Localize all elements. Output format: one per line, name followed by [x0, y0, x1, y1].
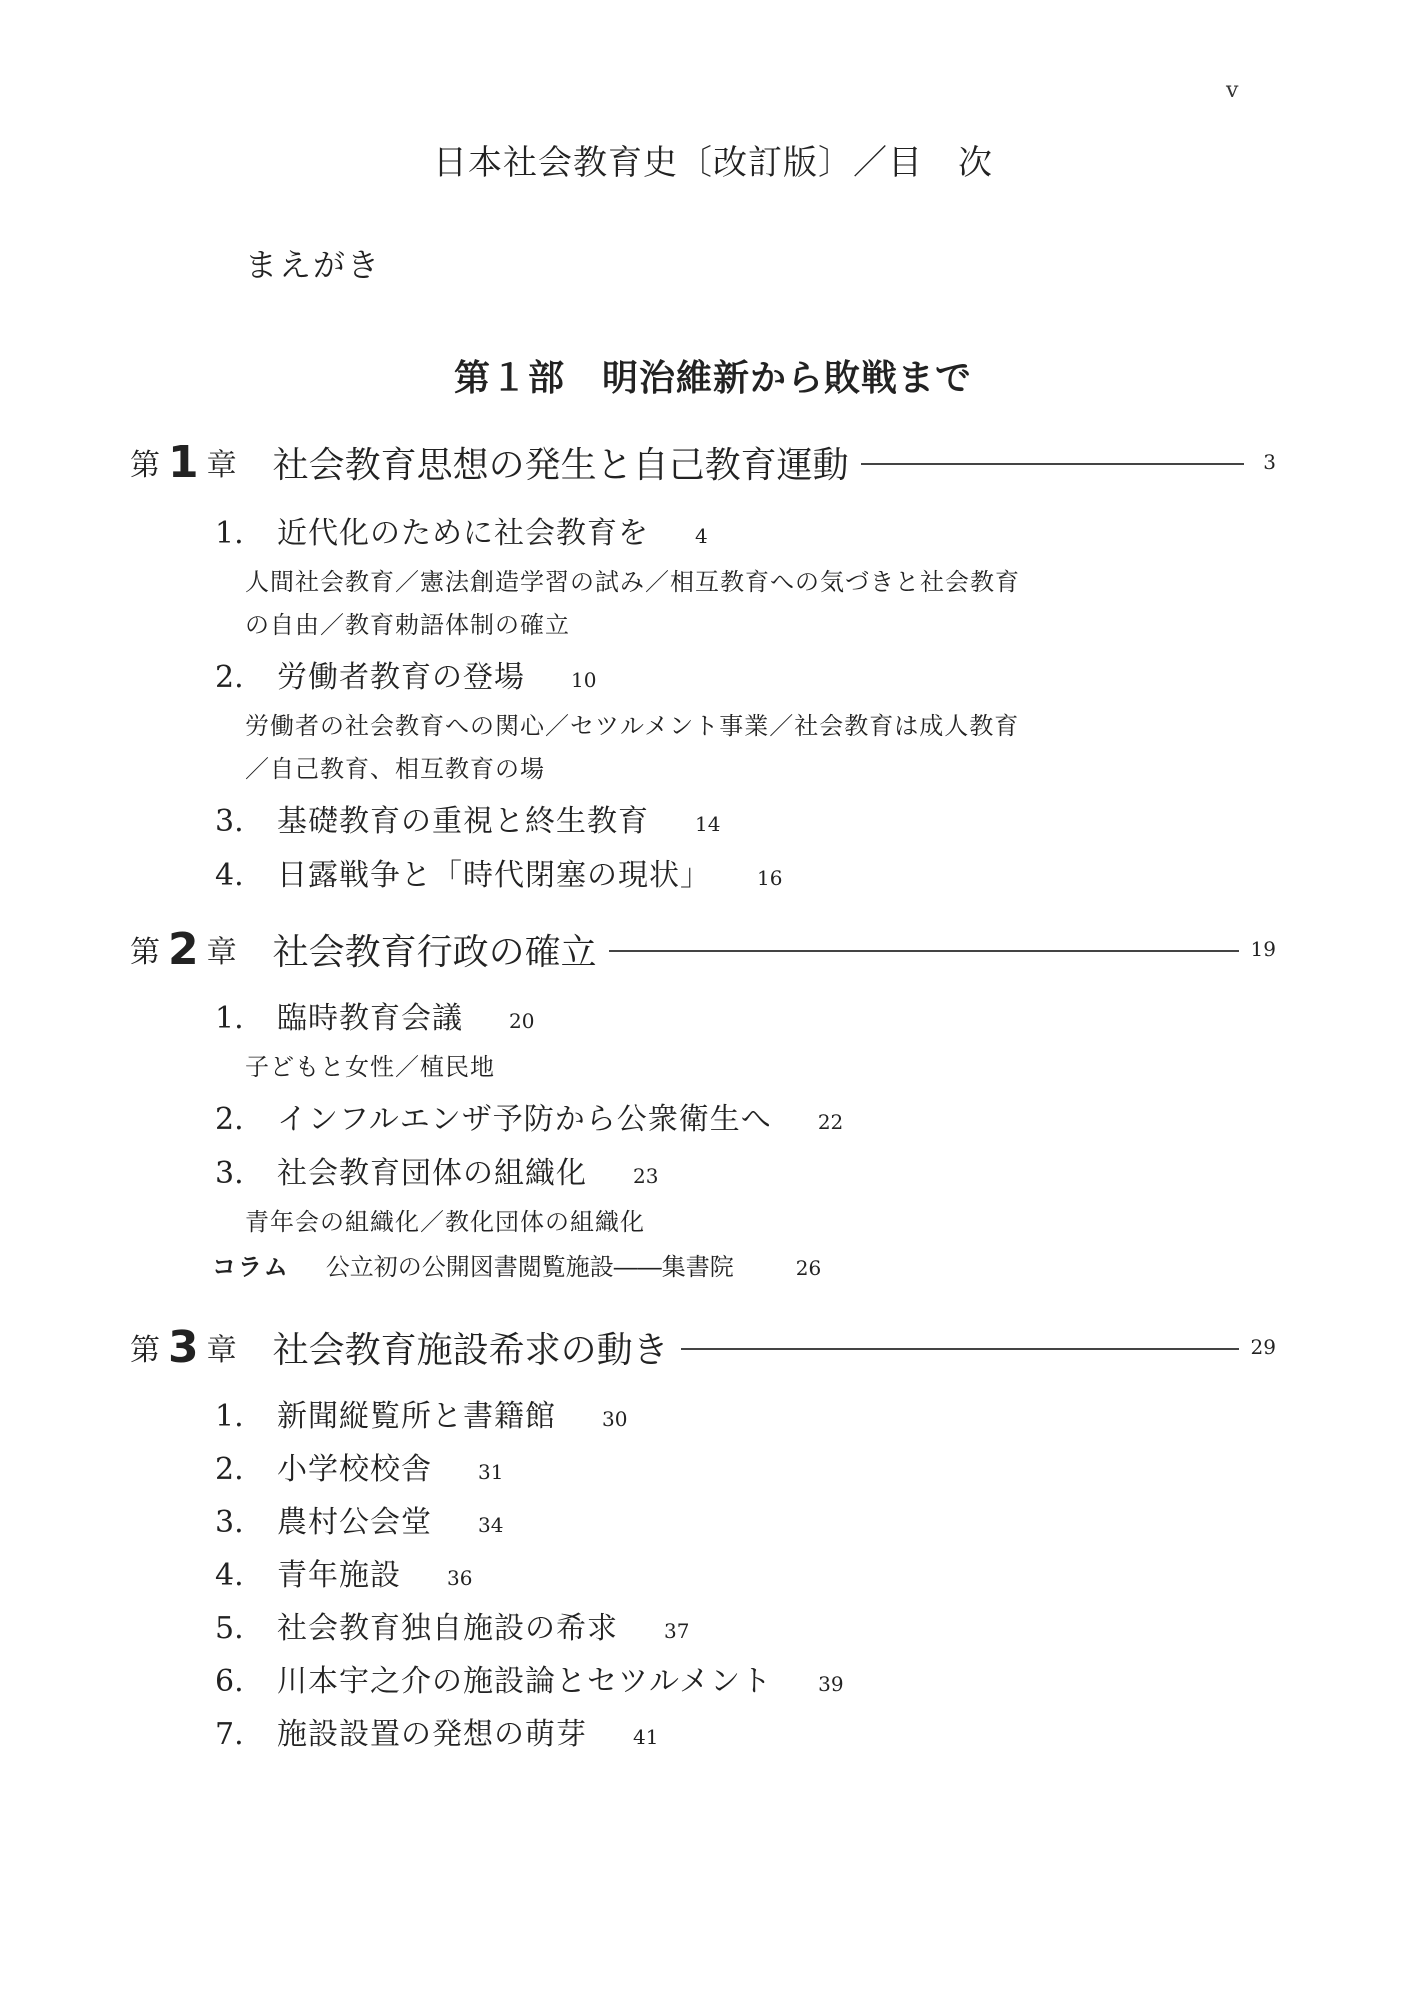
section-number: 3.: [215, 1505, 244, 1540]
section-number: 2.: [215, 660, 244, 695]
section-number: 1.: [215, 1001, 244, 1036]
subtopics-line: ／自己教育、相互教育の場: [245, 755, 545, 783]
section-entry[interactable]: [215, 1656, 844, 1700]
subtopics-line: の自由／教育勅語体制の確立: [245, 611, 570, 639]
column-entry[interactable]: [212, 1247, 821, 1282]
section-page: 16: [757, 866, 783, 890]
section-entry[interactable]: [215, 1094, 843, 1138]
leader-line: [861, 463, 1244, 465]
section-entry[interactable]: [215, 1391, 627, 1435]
chapter-prefix: 第: [130, 935, 160, 970]
section-page: 36: [447, 1566, 473, 1590]
chapter-suffix: 章: [206, 1333, 237, 1368]
section-number: 2.: [215, 1452, 244, 1487]
chapter-prefix: 第: [130, 448, 160, 483]
subtopics-line: 人間社会教育／憲法創造学習の試み／相互教育への気づきと社会教育: [245, 568, 1020, 596]
chapter-number: 3: [168, 1321, 199, 1373]
section-number: 1.: [215, 516, 244, 551]
section-entry[interactable]: [215, 508, 708, 552]
section-number: 7.: [215, 1717, 244, 1752]
chapter-heading[interactable]: [130, 925, 1276, 973]
section-entry[interactable]: [215, 1603, 689, 1647]
section-page: 41: [633, 1725, 659, 1749]
section-page: 22: [817, 1110, 844, 1134]
section-page: 20: [509, 1009, 535, 1033]
section-page: 31: [478, 1460, 504, 1484]
chapter-suffix: 章: [206, 935, 237, 970]
leader-line: [681, 1348, 1239, 1350]
chapter-prefix: 第: [130, 1333, 160, 1368]
section-page: 14: [695, 812, 721, 836]
section-page: 34: [478, 1513, 504, 1537]
chapter-page: 19: [1250, 937, 1276, 961]
section-entry[interactable]: [215, 850, 782, 894]
section-page: 39: [818, 1672, 844, 1696]
section-entry[interactable]: [215, 1497, 503, 1541]
section-title: 基礎教育の重視と終生教育: [277, 804, 649, 839]
chapter-heading[interactable]: [130, 438, 1276, 486]
section-title: 農村公会堂: [277, 1505, 432, 1540]
chapter-suffix: 章: [206, 448, 237, 483]
section-number: 3.: [215, 804, 244, 839]
section-entry[interactable]: [215, 1444, 503, 1488]
section-title: 川本宇之介の施設論とセツルメント: [277, 1664, 773, 1699]
section-number: 3.: [215, 1156, 244, 1191]
subtopics-line: 青年会の組織化／教化団体の組織化: [245, 1208, 645, 1236]
section-page: 10: [571, 668, 597, 692]
section-title: 労働者教育の登場: [277, 660, 525, 695]
chapter-page: 29: [1250, 1335, 1276, 1359]
section-title: 施設設置の発想の萌芽: [277, 1717, 587, 1752]
chapter-heading[interactable]: [130, 1323, 1276, 1371]
section-title: インフルエンザ予防から公衆衛生へ: [277, 1102, 772, 1137]
section-page: 30: [602, 1407, 628, 1431]
toc-preface[interactable]: まえがき: [245, 246, 382, 284]
part-heading: 第１部 明治維新から敗戦まで: [453, 358, 972, 399]
column-title: 公立初の公開図書閲覧施設――集書院: [325, 1253, 734, 1281]
section-entry[interactable]: [215, 796, 720, 840]
chapter-page: 3: [1263, 450, 1276, 474]
section-title: 青年施設: [277, 1558, 401, 1593]
chapter-title: 社会教育施設希求の動き: [272, 1329, 669, 1371]
section-number: 6.: [215, 1664, 244, 1699]
section-page: 4: [695, 524, 708, 548]
chapter-title: 社会教育行政の確立: [272, 931, 597, 973]
section-entry[interactable]: [215, 1709, 658, 1753]
subtopics-line: 労働者の社会教育への関心／セツルメント事業／社会教育は成人教育: [245, 712, 1020, 740]
section-title: 臨時教育会議: [277, 1001, 463, 1036]
chapter-title: 社会教育思想の発生と自己教育運動: [272, 444, 849, 486]
section-number: 2.: [215, 1102, 244, 1137]
section-entry[interactable]: [215, 652, 596, 696]
section-number: 4.: [215, 858, 244, 893]
section-page: 23: [633, 1164, 659, 1188]
leader-line: [609, 950, 1239, 952]
page-number: v: [1226, 78, 1239, 103]
section-page: 37: [664, 1619, 690, 1643]
section-number: 4.: [215, 1558, 244, 1593]
section-number: 5.: [215, 1611, 244, 1646]
chapter-number: 2: [168, 923, 199, 975]
section-title: 日露戦争と「時代閉塞の現状」: [277, 858, 711, 893]
section-entry[interactable]: [215, 993, 534, 1037]
section-title: 社会教育独自施設の希求: [277, 1611, 618, 1646]
column-label: コラム: [212, 1253, 290, 1281]
section-entry[interactable]: [215, 1550, 472, 1594]
section-title: 社会教育団体の組織化: [277, 1156, 587, 1191]
page-title: 日本社会教育史〔改訂版〕／目 次: [433, 143, 993, 183]
section-title: 近代化のために社会教育を: [277, 516, 649, 551]
section-title: 新聞縦覧所と書籍館: [277, 1399, 556, 1434]
section-entry[interactable]: [215, 1148, 658, 1192]
section-number: 1.: [215, 1399, 244, 1434]
section-title: 小学校校舎: [277, 1452, 432, 1487]
column-page: 26: [795, 1256, 822, 1280]
subtopics-line: 子どもと女性／植民地: [245, 1053, 495, 1081]
chapter-number: 1: [168, 436, 199, 488]
